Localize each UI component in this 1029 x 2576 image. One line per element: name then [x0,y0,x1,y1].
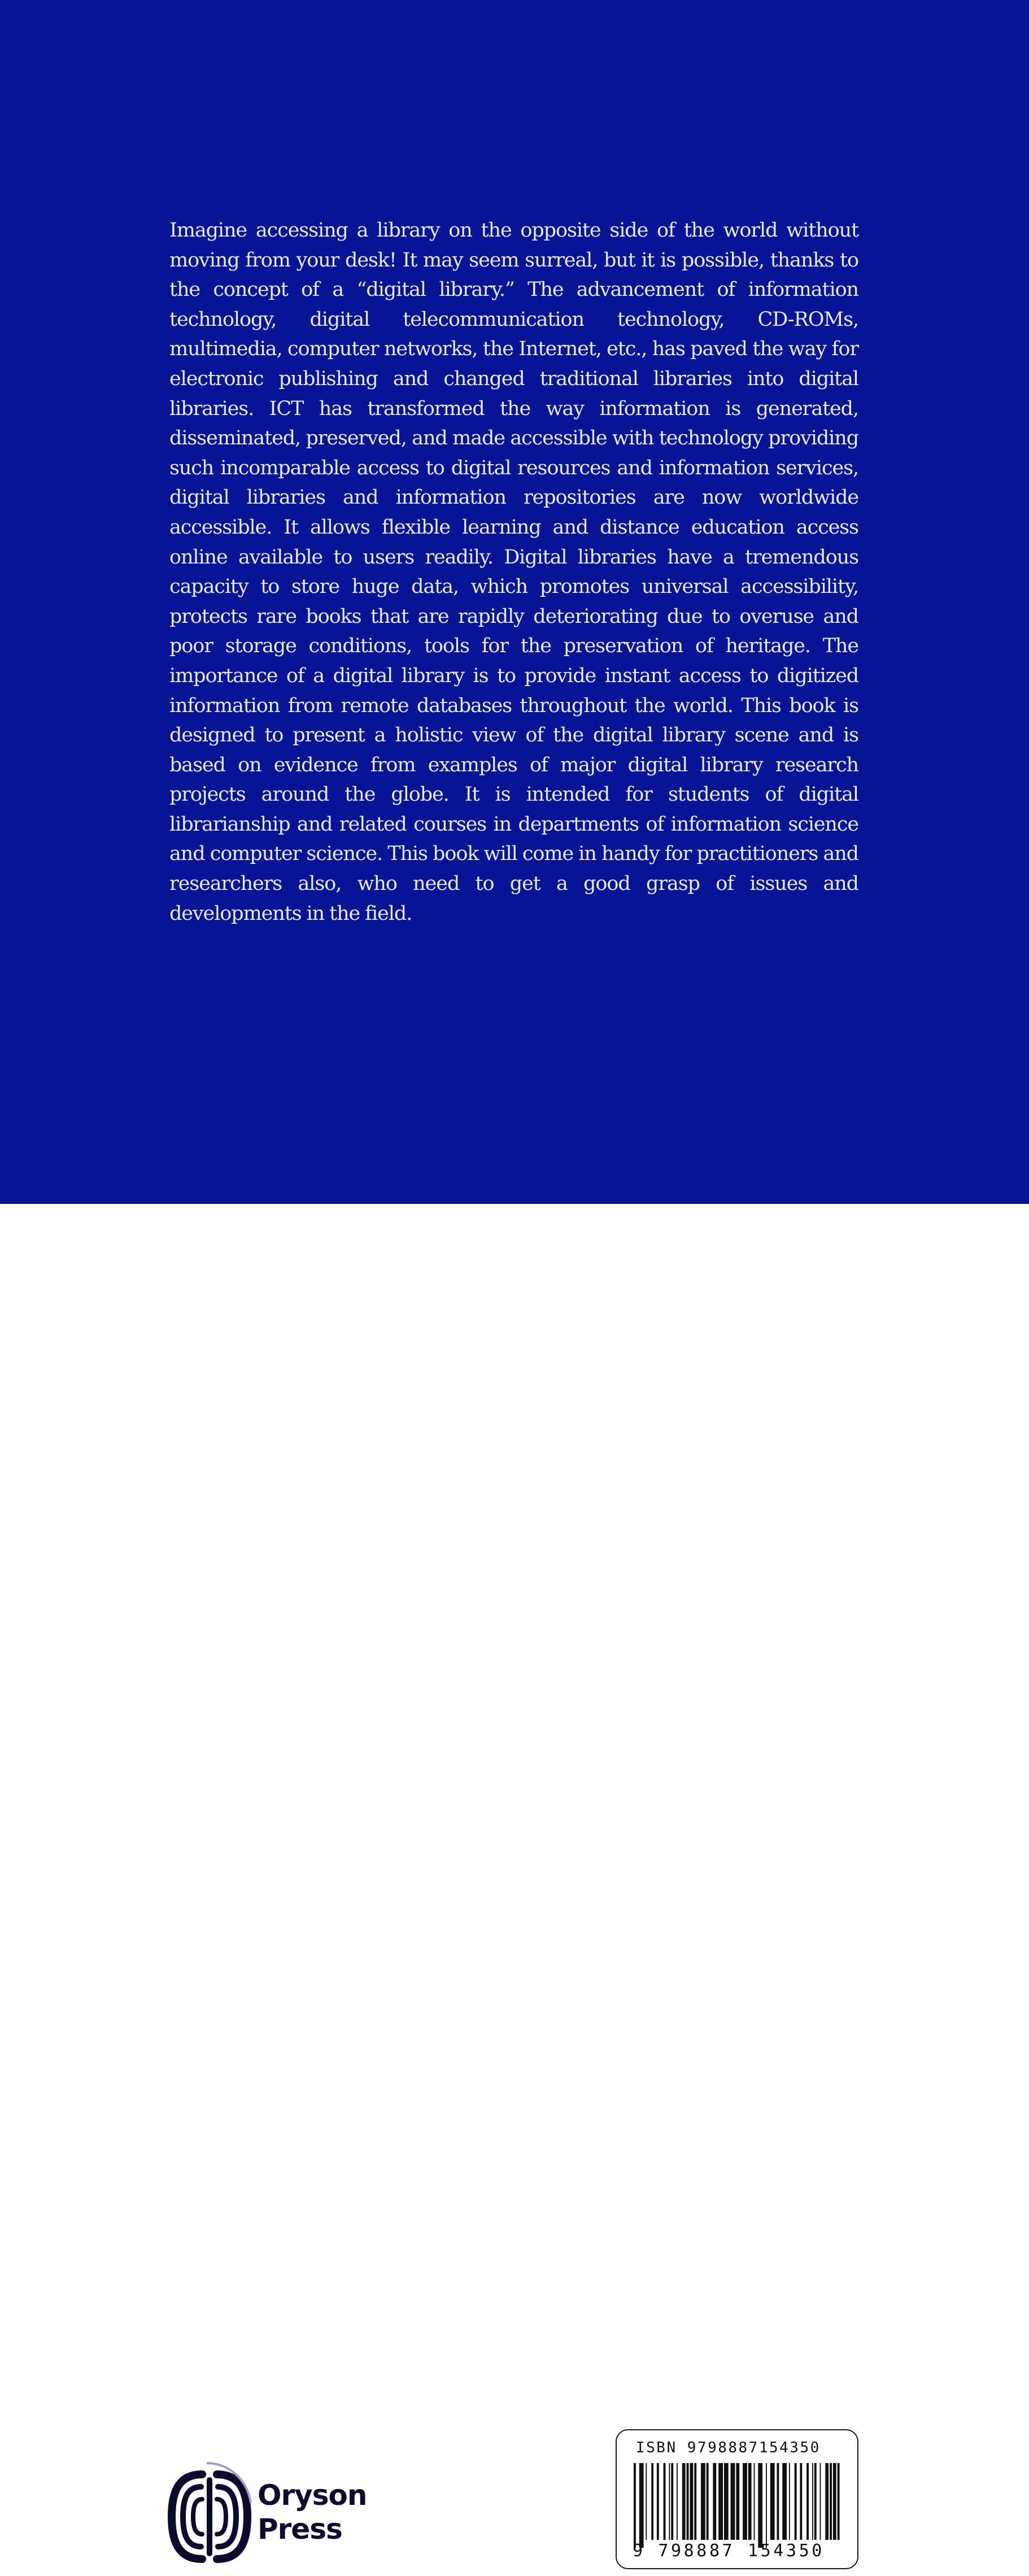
barcode-digits: 9 798887 154350 [633,2541,825,2561]
publisher-name-line2: Press [258,2513,342,2546]
isbn-barcode-box [616,2429,858,2569]
barcode-icon [633,2463,844,2548]
back-cover-blurb: Imagine accessing a library on the opposite side of the world without moving from your desk! It may seem surreal, but it is possible, thanks to the concept of a “digital library.” The advancement of information technology, digital telecommunication technology, CD-ROMs, multimedia, computer networks, the Internet, etc., has paved the way for electronic publishing and changed traditional libraries into digital libraries. ICT has transformed the way information is generated, disseminated, preserved, and made accessible with technology providing such incomparable access to digital resources and information services, digital libraries and information repositories are now worldwide accessible. It allows flexible learning and distance education access online available to users readily. Digital libraries have a tremendous capacity to store huge data, which promotes universal accessibility, protects rare books that are rapidly deteriorating due to overuse and poor storage conditions, tools for the preservation of heritage. The importance of a digital library is to provide instant access to digitized information from remote databases throughout the world. This book is designed to present a holistic view of the digital library scene and is based on evidence from examples of major digital library research projects around the globe. It is intended for students of digital librarianship and related courses in departments of information science and computer science. This book will come in handy for practitioners and researchers also, who need to get a good grasp of issues and developments in the field. [169,219,858,925]
oryson-press-logo-icon [167,2457,252,2576]
publisher-name-line1: Oryson [258,2479,367,2512]
cover-footer [0,1204,1029,2561]
isbn-label: ISBN 9798887154350 [636,2439,821,2456]
cover-background [0,0,1029,1204]
publisher-logo [167,2457,382,2576]
